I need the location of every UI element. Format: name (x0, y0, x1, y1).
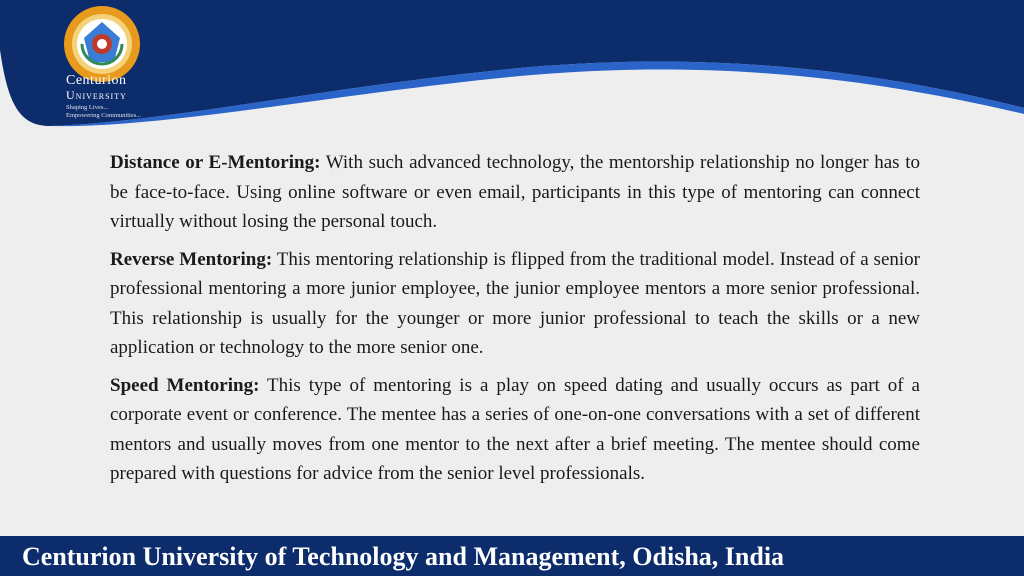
brand-tagline-2: Empowering Communities... (66, 112, 142, 119)
paragraph-reverse-mentoring (110, 245, 920, 363)
paragraph-speed-mentoring (110, 371, 920, 489)
university-logo-icon (62, 4, 142, 84)
brand-university: University (66, 88, 127, 102)
paragraph-text: This type of mentoring is a play on speed dating and usually occurs as part of a corporate event or conference. The mentee has a series of one-on-one conversations with a set of different mentors and usually moves from one mentor to the next after a brief meeting. The mentee should come prepared with questions for advice from the senior level professionals. (110, 374, 920, 484)
brand-name: Centurion (66, 73, 127, 88)
header-background (0, 0, 1024, 160)
paragraph-heading: Reverse Mentoring: (110, 248, 273, 270)
paragraph-distance-mentoring (110, 148, 920, 237)
footer-text: Centurion University of Technology and Management, Odisha, India (22, 542, 785, 571)
footer-bar (0, 536, 1024, 576)
paragraph-text: With such advanced technology, the mentorship relationship no longer has to be face-to-face. Using online software or even email, participants in this type of mentoring can connect virtually without losing the personal touch. (110, 152, 920, 232)
slide-content (110, 148, 920, 497)
paragraph-text: This mentoring relationship is flipped from the traditional model. Instead of a senior professional mentoring a more junior employee, the junior employee mentors a more senior professional. This relationship is usually for the younger or more junior professional to teach the skills or a new application or technology to the more senior one. (110, 248, 920, 358)
paragraph-heading: Distance or E-Mentoring: (110, 152, 321, 173)
brand-tagline-1: Shaping Lives... (66, 104, 109, 111)
paragraph-heading: Speed Mentoring: (110, 374, 260, 396)
